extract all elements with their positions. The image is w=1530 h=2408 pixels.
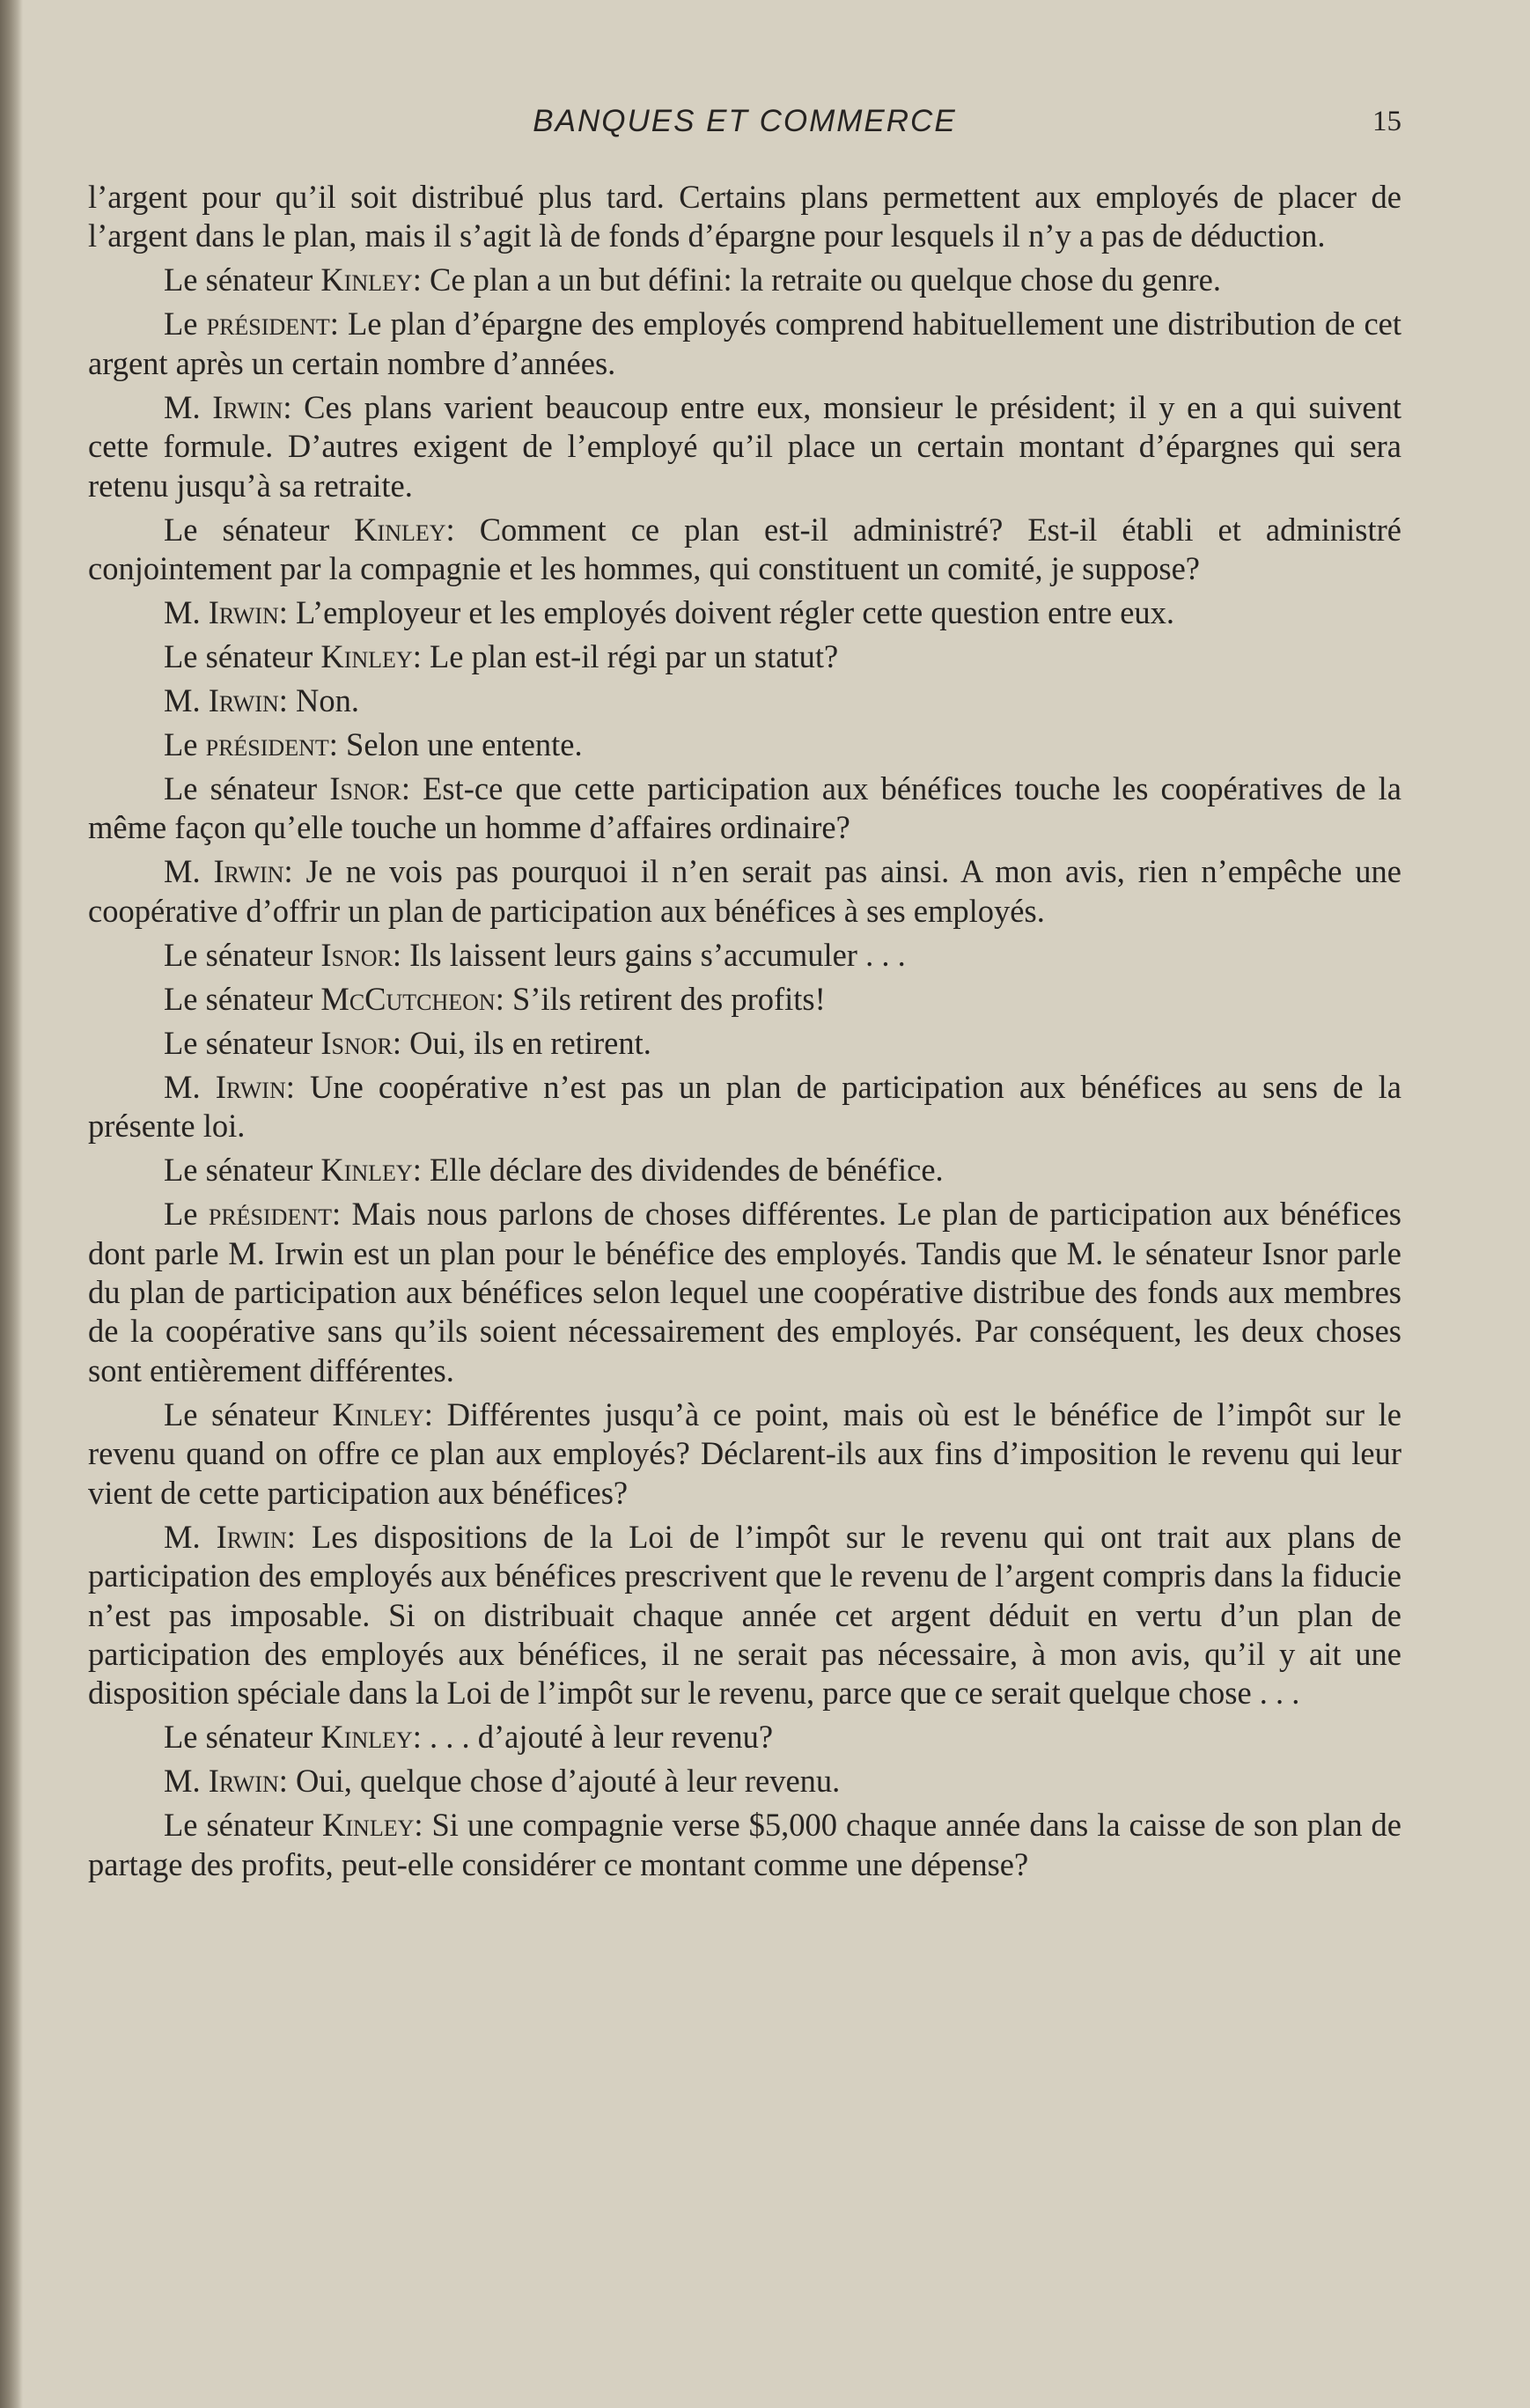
speaker-prefix: Le sénateur xyxy=(164,1807,323,1844)
speaker-prefix: M. xyxy=(164,682,209,719)
speaker-name: Kinley xyxy=(332,1395,424,1432)
paragraph xyxy=(88,1762,1401,1800)
paragraph xyxy=(88,261,1401,299)
speech-text: : Si une compagnie verse $5,000 chaque année dans la caisse de son plan de partage des profits, peut-elle considérer ce montant comme une dépense? xyxy=(88,1807,1401,1882)
speech-text: : Mais nous parlons de choses différentes. Le plan de participation aux bénéfices dont parle M. Irwin est un plan pour le bénéfice des employés. Tandis que M. le sénateur Isnor parle du plan de participation aux bénéfices selon lequel une coopérative distribue des fonds aux membres de la coopérative sans qu’ils soient nécessairement des employés. Par conséquent, les deux choses sont entièrement différentes. xyxy=(88,1196,1402,1388)
speaker-name: président xyxy=(205,726,329,763)
paragraph xyxy=(88,1518,1401,1713)
paragraph xyxy=(88,1395,1401,1513)
paragraph xyxy=(88,1068,1401,1146)
speaker-prefix: Le xyxy=(164,726,206,763)
speaker-prefix: M. xyxy=(164,853,214,890)
speaker-name: Isnor xyxy=(329,770,401,807)
paragraph xyxy=(88,1151,1401,1189)
speech-text: : Différentes jusqu’à ce point, mais où est le bénéfice de l’impôt sur le revenu quand on offre ce plan aux employés? Déclarent-ils aux fins d’imposition le revenu qui leur vient de cette participation aux bénéfices? xyxy=(88,1395,1401,1511)
speaker-name: président xyxy=(208,1196,332,1233)
paragraph xyxy=(88,980,1401,1019)
paragraph xyxy=(88,1024,1401,1063)
paragraph xyxy=(88,1806,1401,1884)
speaker-prefix: Le sénateur xyxy=(164,980,321,1017)
speech-text: : Oui, quelque chose d’ajouté à leur revenu. xyxy=(278,1763,841,1800)
speaker-name: Kinley xyxy=(320,261,413,298)
paragraph xyxy=(88,511,1401,589)
paragraph xyxy=(88,305,1401,383)
speaker-name: Irwin xyxy=(212,388,283,425)
speaker-prefix: Le xyxy=(164,1196,209,1233)
paragraph xyxy=(88,852,1401,931)
speaker-name: Isnor xyxy=(320,1024,393,1061)
speaker-prefix: Le sénateur xyxy=(164,1024,321,1061)
paragraph xyxy=(88,681,1401,720)
speech-text: : Non. xyxy=(278,682,360,719)
speech-text: : Est-ce que cette participation aux bénéfices touche les coopératives de la même façon qu’elle touche un homme d’affaires ordinaire? xyxy=(88,770,1401,846)
paragraph xyxy=(88,593,1401,632)
speaker-name: Irwin xyxy=(208,682,279,719)
speech-text: : Ils laissent leurs gains s’accumuler . . . xyxy=(392,936,906,973)
running-title: BANQUES ET COMMERCE xyxy=(533,104,957,138)
paragraph xyxy=(88,637,1401,676)
speaker-name: Kinley xyxy=(320,638,413,675)
speaker-name: Irwin xyxy=(208,1763,279,1800)
speech-text: : L’employeur et les employés doivent régler cette question entre eux. xyxy=(278,594,1175,631)
speaker-prefix: M. xyxy=(164,594,209,631)
speaker-name: Irwin xyxy=(215,1068,286,1105)
speech-text: : Ce plan a un but défini: la retraite ou quelque chose du genre. xyxy=(412,261,1221,298)
speaker-name: Irwin xyxy=(208,594,279,631)
speech-text: : Selon une entente. xyxy=(328,726,583,763)
body-text xyxy=(88,178,1401,1889)
speaker-prefix: Le xyxy=(164,306,207,342)
speaker-prefix: M. xyxy=(164,1763,209,1800)
speech-text: : . . . d’ajouté à leur revenu? xyxy=(412,1719,774,1756)
speech-text: : Je ne vois pas pourquoi il n’en serait pas ainsi. A mon avis, rien n’empêche une coopérative d’offrir un plan de participation aux bénéfices à ses employés. xyxy=(88,853,1401,929)
speech-text: : Les dispositions de la Loi de l’impôt sur le revenu qui ont trait aux plans de participation des employés aux bénéfices prescrivent que le revenu de l’argent compris dans la fiducie n’est pas imposable. Si on distribuait chaque année cet argent déduit en vertu d’un plan de participation des employés aux bénéfices, il ne serait pas nécessaire, à mon avis, qu’il y ait une disposition spéciale dans la Loi de l’impôt sur le revenu, parce que ce serait quelque chose . . . xyxy=(88,1518,1401,1712)
speech-text: : Le plan est-il régi par un statut? xyxy=(412,638,839,675)
speech-text: : Comment ce plan est-il administré? Est-il établi et administré conjointement par la compagnie et les hommes, qui constituent un comité, je suppose? xyxy=(88,511,1401,587)
paragraph xyxy=(88,388,1401,505)
speaker-name: Kinley xyxy=(322,1807,415,1844)
speech-text: : Oui, ils en retirent. xyxy=(392,1024,651,1061)
speaker-prefix: Le sénateur xyxy=(164,261,321,298)
paragraph xyxy=(88,1195,1401,1390)
speaker-prefix: Le sénateur xyxy=(164,770,330,807)
paragraph xyxy=(88,770,1401,848)
speech-text: : Ces plans varient beaucoup entre eux, monsieur le président; il y en a qui suivent cette formule. D’autres exigent de l’employé qu’il place un certain montant d’épargnes qui sera retenu jusqu’à sa retraite. xyxy=(88,388,1401,504)
page-number: 15 xyxy=(1372,106,1401,137)
speaker-prefix: Le sénateur xyxy=(164,1152,321,1189)
speech-text: : Elle déclare des dividendes de bénéfice. xyxy=(412,1152,944,1189)
speaker-prefix: Le sénateur xyxy=(164,511,355,548)
speaker-prefix: M. xyxy=(164,1068,216,1105)
speaker-prefix: Le sénateur xyxy=(164,638,321,675)
speaker-prefix: Le sénateur xyxy=(164,1719,321,1756)
page-binding-edge xyxy=(0,0,23,2408)
speaker-name: Kinley xyxy=(320,1719,413,1756)
speaker-name: McCutcheon xyxy=(320,980,496,1017)
speaker-name: Isnor xyxy=(320,936,393,973)
paragraph xyxy=(88,178,1401,256)
speaker-name: Irwin xyxy=(213,853,284,890)
speech-text: l’argent pour qu’il soit distribué plus tard. Certains plans permettent aux employés de placer de l’argent dans le plan, mais il s’agit là de fonds d’épargne pour lesquels il n’y a pas de déduction. xyxy=(88,179,1401,254)
page-header xyxy=(88,104,1401,148)
speaker-name: président xyxy=(206,306,330,342)
speech-text: : S’ils retirent des profits! xyxy=(495,980,826,1017)
speaker-prefix: Le sénateur xyxy=(164,1395,333,1432)
speech-text: : Le plan d’épargne des employés comprend habituellement une distribution de cet argent après un certain nombre d’années. xyxy=(88,306,1402,381)
paragraph xyxy=(88,1718,1401,1756)
speaker-prefix: M. xyxy=(164,1518,217,1555)
speaker-name: Irwin xyxy=(216,1518,287,1555)
paragraph xyxy=(88,936,1401,975)
speaker-name: Kinley xyxy=(320,1152,413,1189)
speaker-name: Kinley xyxy=(354,511,446,548)
paragraph xyxy=(88,725,1401,764)
speech-text: : Une coopérative n’est pas un plan de participation aux bénéfices au sens de la présente loi. xyxy=(88,1068,1401,1145)
speaker-prefix: Le sénateur xyxy=(164,936,321,973)
speaker-prefix: M. xyxy=(164,388,213,425)
